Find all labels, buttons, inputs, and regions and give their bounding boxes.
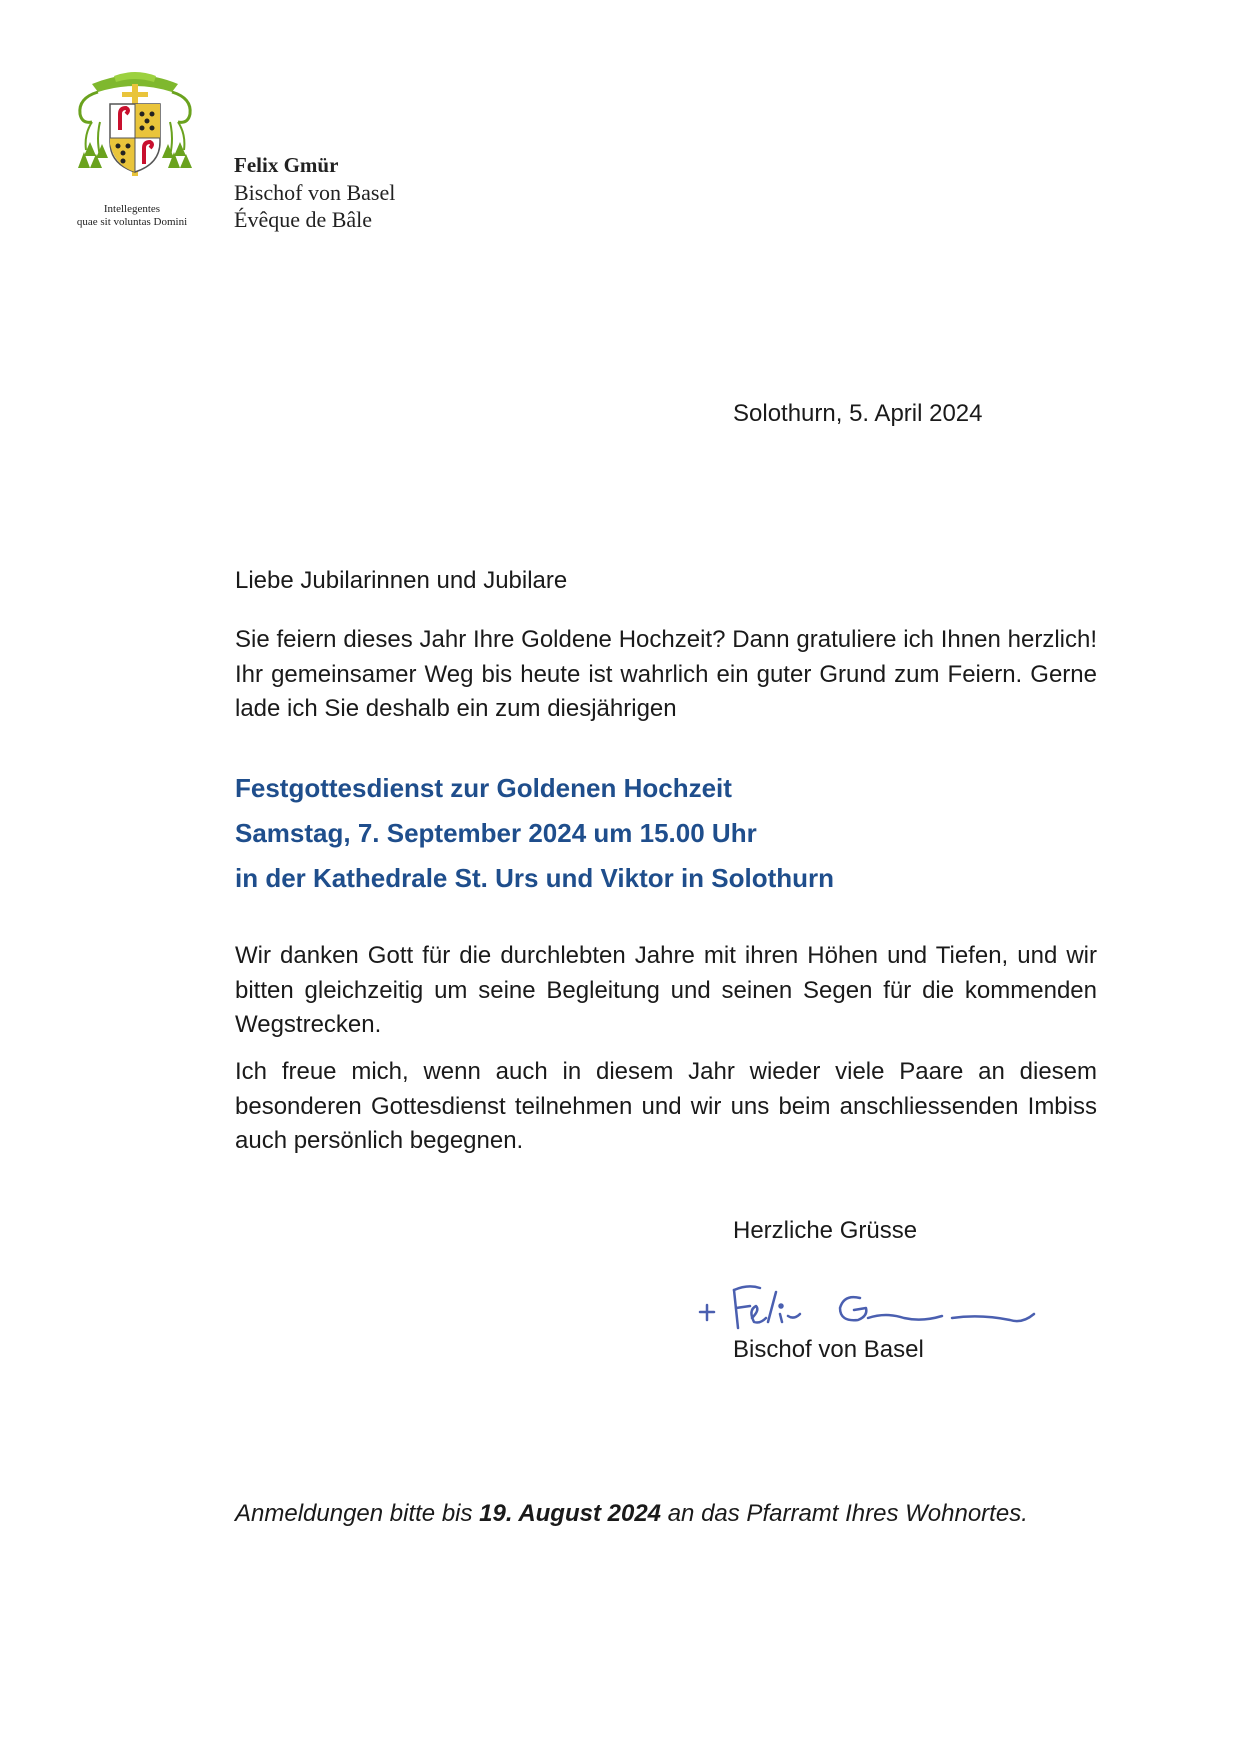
coat-of-arms-icon: [70, 64, 200, 184]
closing-greeting: Herzliche Grüsse: [733, 1217, 918, 1244]
event-date: Samstag, 7. September 2024 um 15.00 Uhr: [235, 818, 757, 848]
bishop-motto: [52, 203, 212, 229]
registration-deadline: 19. August 2024: [479, 1500, 662, 1527]
signer-title: Bischof von Basel: [733, 1336, 924, 1363]
registration-prefix: Anmeldungen bitte bis: [235, 1500, 473, 1527]
place-date: Solothurn, 5. April 2024: [733, 400, 983, 427]
registration-note: [235, 1500, 1028, 1528]
salutation: Liebe Jubilarinnen und Jubilare: [235, 567, 568, 594]
event-details: [235, 770, 834, 905]
paragraph-joy: Ich freue mich, wenn auch in diesem Jahr wieder viele Paare an diesem besonderen Gottesdienst teilnehmen und wir uns beim anschliessenden Imbiss auch persönlich begegnen.: [235, 1058, 1097, 1154]
sender-title-fr: Évêque de Bâle: [234, 207, 373, 232]
sender-block: [234, 152, 395, 233]
event-title: Festgottesdienst zur Goldenen Hochzeit: [235, 773, 732, 803]
paragraph-invitation: Sie feiern dieses Jahr Ihre Goldene Hochzeit? Dann gratuliere ich Ihnen herzlich! Ihr gemeinsamer Weg bis heute ist wahrlich ein guter Grund zum Feiern. Gerne lade ich Sie deshalb ein zum diesjährigen: [235, 626, 1097, 722]
motto-line-1: Intellegentes: [103, 203, 161, 215]
sender-name: Felix Gmür: [234, 153, 339, 177]
registration-suffix: an das Pfarramt Ihres Wohnortes.: [667, 1500, 1028, 1527]
paragraph-thanks: Wir danken Gott für die durchlebten Jahre mit ihren Höhen und Tiefen, und wir bitten gleichzeitig um seine Begleitung und seinen Segen für die kommenden Wegstrecken.: [235, 942, 1097, 1038]
event-location: in der Kathedrale St. Urs und Viktor in Solothurn: [235, 863, 835, 893]
motto-line-2: quae sit voluntas Domini: [76, 216, 188, 228]
handwritten-signature-icon: [690, 1262, 1040, 1342]
sender-title-de: Bischof von Basel: [234, 180, 396, 205]
